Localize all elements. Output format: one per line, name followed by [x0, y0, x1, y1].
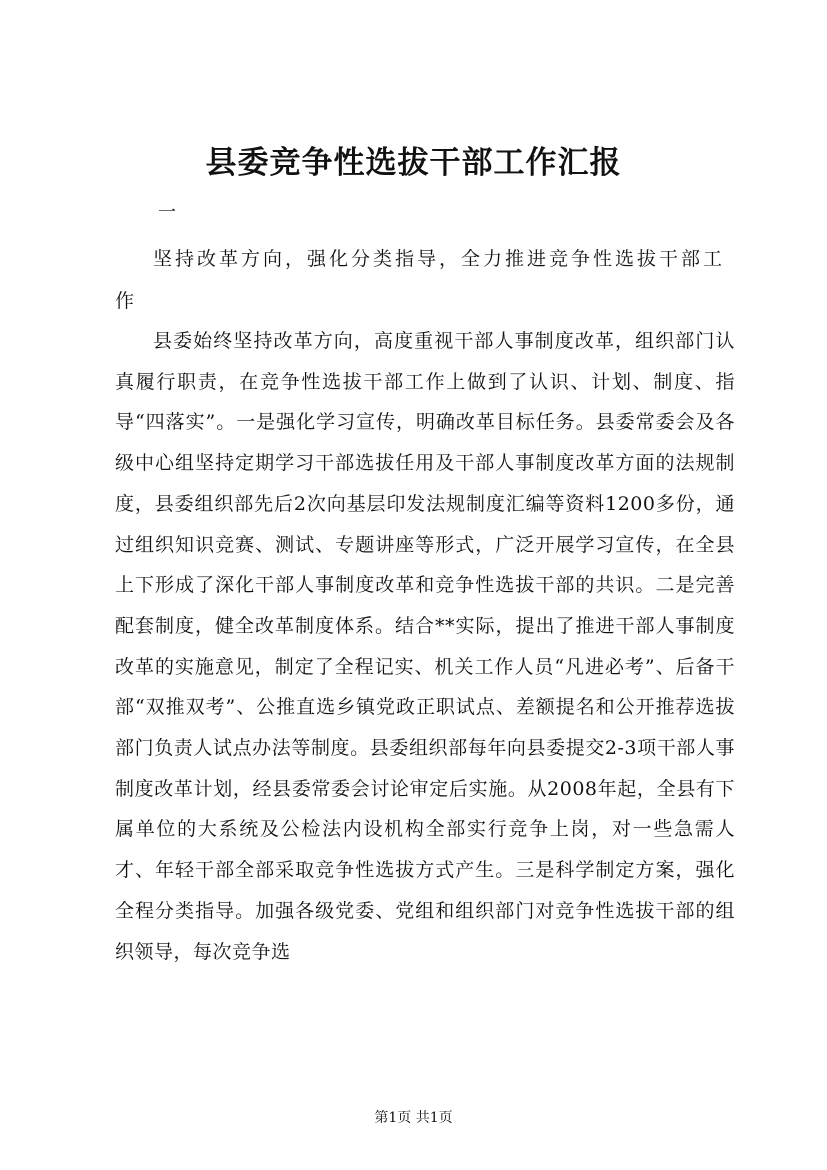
document-title: 县委竞争性选拔干部工作汇报: [205, 145, 622, 181]
body-paragraph: 县委始终坚持改革方向，高度重视干部人事制度改革，组织部门认真履行职责，在竞争性选拔干部工作上做到了认识、计划、制度、指导“四落实”。一是强化学习宣传，明确改革目标任务。县委常委会及各级中心组坚持定期学习干部选拔任用及干部人事制度改革方面的法规制度，县委组织部先后2次向基层印发法规制度汇编等资料1200多份，通过组织知识竞赛、测试、专题讲座等形式，广泛开展学习宣传，在全县上下形成了深化干部人事制度改革和竞争性选拔干部的共识。二是完善配套制度，健全改革制度体系。结合**实际，提出了推进干部人事制度改革的实施意见，制定了全程记实、机关工作人员“凡进必考”、后备干部“双推双考”、公推直选乡镇党政正职试点、差额提名和公开推荐选拔部门负责人试点办法等制度。县委组织部每年向县委提交2-3项干部人事制度改革计划，经县委常委会讨论审定后实施。从2008年起，全县有下属单位的大系统及公检法内设机构全部实行竞争上岗，对一些急需人才、年轻干部全部采取竞争性选拔方式产生。三是科学制定方案，强化全程分类指导。加强各级党委、党组和组织部门对竞争性选拔干部的组织领导，每次竞争选: [115, 330, 735, 963]
section-heading: 坚持改革方向，强化分类指导，全力推进竞争性选拔干部工作: [115, 248, 726, 312]
page-footer: 第1页 共1页: [374, 1110, 453, 1126]
section-marker: 一: [158, 202, 176, 223]
